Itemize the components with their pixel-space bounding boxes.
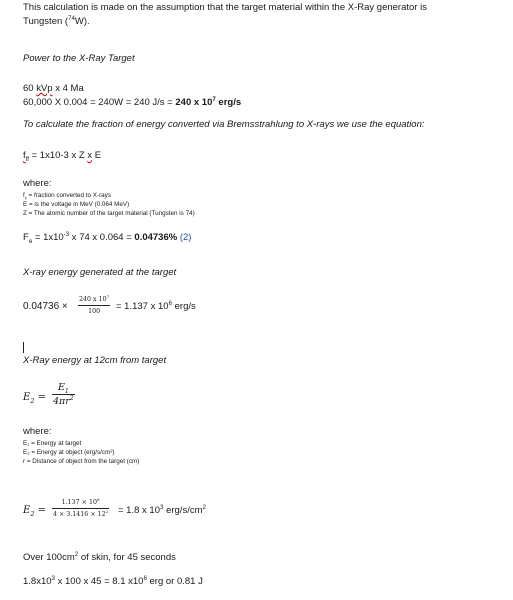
final-numerator: [61, 498, 101, 507]
brems-result-value: 0.04736%: [134, 232, 178, 243]
skin-line-2-exp1: 3: [51, 574, 55, 582]
brems-def-1-text: = fraction converted to X-rays: [26, 192, 111, 199]
power-line-2: [23, 97, 241, 108]
xray-distance-e-sub: 2: [30, 397, 35, 405]
skin-line-2-exp2: 6: [143, 574, 147, 582]
brems-definitions: [23, 191, 195, 218]
brems-def-1-sub: x: [24, 195, 27, 201]
brems-def-1: [23, 191, 195, 200]
power-result-base: 240 x 10: [175, 97, 213, 108]
final-eq: =: [37, 505, 47, 516]
intro-text-2b: W).: [74, 16, 90, 27]
xray-distance-def-2: E₂ = Energy at object (erg/s/cm²): [23, 449, 115, 456]
skin-line-2c: erg or 0.81 J: [146, 576, 203, 587]
xray-target-rhs-unit: erg/s: [172, 301, 196, 312]
intro-atomic-number: 74: [68, 14, 75, 22]
intro-text-2a: Tungsten (: [23, 16, 69, 27]
kvp-word: kVp: [36, 83, 53, 94]
brems-equation: [23, 150, 101, 161]
brems-def-3: Z = The atomic number of the target material (Tungsten is 74): [23, 210, 195, 217]
power-line-1a: 60: [23, 83, 37, 94]
brems-result-ref: (2): [177, 232, 192, 243]
xray-distance-den-base: 4πr: [53, 396, 70, 407]
final-e-sub: 2: [30, 510, 35, 518]
brems-f-sym: f: [23, 150, 26, 161]
brems-heading: To calculate the fraction of energy converted via Bremsstrahlung to X-rays we use the equation:: [23, 119, 425, 130]
xray-target-rhs-a: = 1.137 x 10: [116, 301, 169, 312]
brems-result: [23, 232, 191, 243]
final-rhs-unit-exp: 2: [202, 503, 206, 511]
final-num-exp: 6: [96, 496, 100, 502]
intro-text-1: This calculation is made on the assumption that the target material within the X-Ray generator is: [23, 2, 427, 13]
skin-line-1b: of skin, for 45 seconds: [78, 552, 176, 563]
xray-distance-lhs: [23, 392, 46, 403]
final-rhs: [118, 505, 206, 516]
power-line-1: [23, 83, 84, 94]
brems-where: where:: [23, 178, 52, 189]
final-den-exp: 2: [105, 508, 109, 514]
skin-line-2a: 1.8x10: [23, 576, 52, 587]
xray-distance-definitions: [23, 439, 139, 466]
xray-target-lhs: 0.04736 ×: [23, 301, 68, 312]
xray-distance-eq: =: [37, 392, 47, 403]
brems-result-sub: e: [28, 237, 33, 245]
xray-distance-num-sub: 1: [64, 387, 69, 395]
intro-line-1: [23, 2, 427, 13]
final-denominator: [52, 510, 109, 519]
power-heading: Power to the X-Ray Target: [23, 53, 135, 64]
xray-distance-def-1: E₁ = Energy at target: [23, 440, 82, 447]
text-cursor: [23, 342, 24, 353]
brems-eq-x: x: [87, 150, 93, 161]
final-lhs: [23, 505, 46, 516]
xray-distance-fraction: [52, 382, 75, 407]
xray-distance-num-e: E: [57, 382, 65, 393]
xray-target-num-exp: 7: [106, 293, 110, 299]
skin-line-1: [23, 552, 176, 563]
xray-distance-denominator: [52, 396, 75, 407]
xray-target-fraction: [78, 295, 110, 316]
final-fraction: [52, 498, 109, 519]
xray-distance-where: where:: [23, 426, 52, 437]
xray-target-rhs: [116, 301, 196, 312]
final-rhs-unit: erg/s/cm: [163, 505, 203, 516]
brems-def-1-sym: f: [23, 192, 25, 199]
xray-target-num-base: 240 x 10: [79, 296, 107, 303]
skin-line-1-exp: 2: [74, 550, 79, 558]
power-result-exp: 7: [212, 95, 216, 103]
fraction-bar: [78, 305, 110, 306]
brems-f-sub: ff: [25, 155, 29, 163]
brems-result-mid1: = 1x10: [32, 232, 64, 243]
skin-line-2: [23, 576, 203, 587]
xray-distance-def-3: r = Distance of object from the target (cm): [23, 458, 140, 465]
brems-eq-b: E: [92, 150, 102, 161]
xray-distance-e: E: [23, 392, 31, 403]
brems-result-mid2: x 74 x 0.064 =: [69, 232, 135, 243]
brems-eq-a: = 1x10-3 x Z: [28, 150, 88, 161]
xray-target-numerator: [78, 295, 110, 304]
xray-target-heading: X-ray energy generated at the target: [23, 267, 177, 278]
fraction-bar: [52, 508, 109, 509]
power-line-2a: 60,000 X 0.004 = 240W = 240 J/s =: [23, 97, 176, 108]
power-line-1b: x 4 Ma: [52, 83, 84, 94]
skin-line-1a: Over 100cm: [23, 552, 75, 563]
brems-result-f: F: [23, 232, 29, 243]
final-rhs-a: = 1.8 x 10: [118, 505, 160, 516]
skin-line-2b: x 100 x 45 = 8.1 x10: [54, 576, 144, 587]
final-e: E: [23, 505, 31, 516]
brems-def-2: E = is the voltage in MeV (0.064 MeV): [23, 201, 130, 208]
xray-distance-den-exp: 2: [69, 394, 74, 402]
brems-result-exp: -3: [63, 230, 70, 238]
intro-line-2: [23, 16, 90, 27]
final-rhs-exp: 3: [160, 503, 164, 511]
final-num-base: 1.137 × 10: [61, 499, 97, 506]
power-result: [175, 97, 241, 108]
xray-distance-heading: X-Ray energy at 12cm from target: [23, 355, 167, 366]
final-den-base: 4 × 3.1416 × 12: [53, 511, 106, 518]
xray-target-denominator: 100: [88, 308, 101, 315]
xray-target-rhs-exp: 6: [168, 299, 172, 307]
power-result-unit: erg/s: [215, 97, 242, 108]
xray-distance-numerator: [57, 382, 70, 393]
